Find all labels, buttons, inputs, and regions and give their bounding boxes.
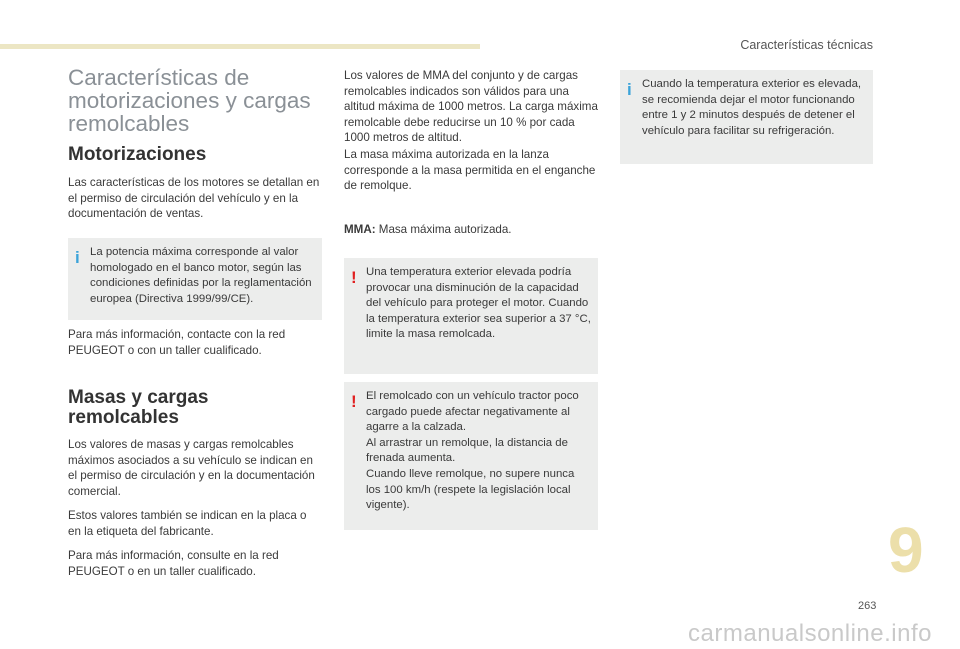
header-accent-bar [0,44,480,49]
paragraph-placa: Estos valores también se indican en la placa o en la etiqueta del fabricante. [68,509,307,538]
heading-motorizaciones: Motorizaciones [68,144,207,165]
heading-masas: Masas y cargas remolcables [68,387,209,428]
warning-icon: ! [351,392,357,411]
section-title: Características de motorizaciones y cargas remolcables [68,65,311,136]
mma-label: MMA: [344,223,376,236]
info-box-text: La potencia máxima corresponde al valor homologado en el banco motor, según las condiciones definidas por la reglamentación europea (Directiva 1999/99/CE). [90,246,312,305]
warning-line-velocidad: Cuando lleve remolque, no supere nunca los 100 km/h (respete la legislación local vigente). [366,467,575,512]
paragraph-mma-altitud: Los valores de MMA del conjunto y de cargas remolcables indicados son válidos para una altitud máxima de 1000 metros. La carga máxima remolcable debe reducirse un 10 % por cada 1000 metros de altitud. [344,69,598,145]
paragraph-consulte: Para más información, consulte en la red PEUGEOT o en un taller cualificado. [68,549,279,578]
warning-line-agarre: El remolcado con un vehículo tractor poco cargado puede afectar negativamente al agarre a la calzada. [366,390,579,434]
warning-box-text: Una temperatura exterior elevada podría provocar una disminución de la capacidad del vehículo para proteger el motor. Cuando la temperatura exterior sea superior a 37 °C, limite la masa remolcada. [366,266,591,341]
chapter-number: 9 [888,514,924,586]
page-number: 263 [858,600,877,612]
info-box-potencia [68,238,322,320]
paragraph-lanza: La masa máxima autorizada en la lanza corresponde a la masa permitida en el enganche de remolque. [344,148,596,193]
chapter-title: Características técnicas [740,38,873,52]
info-icon: i [75,248,80,267]
paragraph-motores: Las características de los motores se detallan en el permiso de circulación del vehículo y en la documentación de ventas. [68,176,320,221]
warning-box-temperatura [344,258,598,374]
warning-line-frenada: Al arrastrar un remolque, la distancia de frenada aumenta. [366,436,568,465]
info-icon: i [627,80,632,99]
info-box-text: Cuando la temperatura exterior es elevada, se recomienda dejar el motor funcionando entre 1 y 2 minutos después de detener el vehículo para facilitar su refrigeración. [642,78,862,137]
mma-text: Masa máxima autorizada. [375,223,512,236]
paragraph-masas: Los valores de masas y cargas remolcables máximos asociados a su vehículo se indican en el permiso de circulación y en la documentación comercial. [68,438,315,498]
watermark: carmanualsonline.info [688,620,932,647]
warning-icon: ! [351,268,357,287]
mma-definition [344,222,598,238]
paragraph-contacte: Para más información, contacte con la red PEUGEOT o con un taller cualificado. [68,328,286,357]
warning-box-remolcado [344,382,598,530]
info-box-refrigeracion [620,70,873,164]
